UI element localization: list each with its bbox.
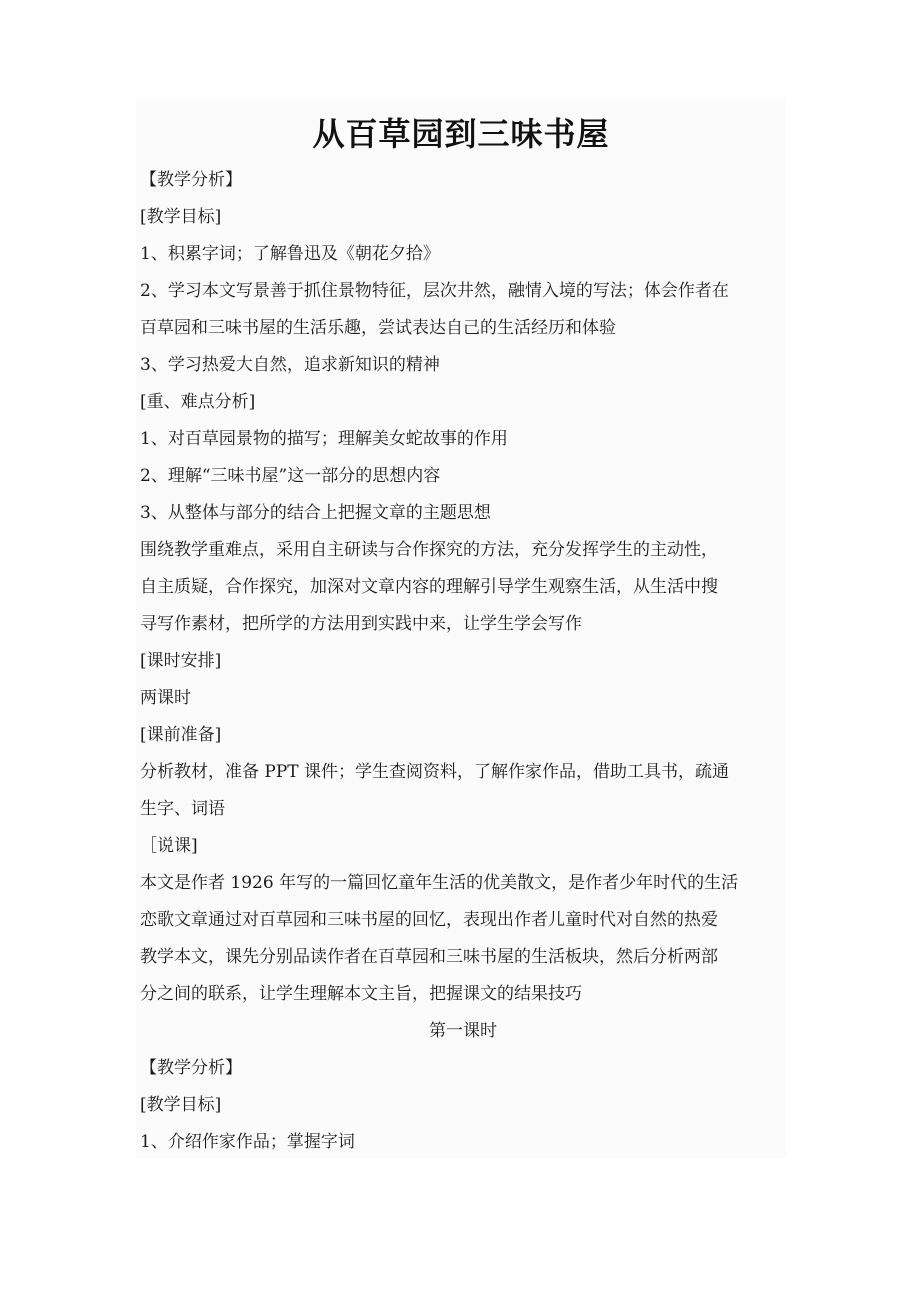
text-line: 两课时 [140,688,191,708]
document-title: 从百草园到三味书屋 [312,115,610,153]
document-text [140,162,786,1161]
text-line: 1、对百草园景物的描写；理解美女蛇故事的作用 [140,429,508,449]
subheading-teaching-goals: [教学目标] [140,1095,222,1115]
text-line: 3、学习热爱大自然，追求新知识的精神 [140,355,440,375]
subheading-key-points: [重、难点分析] [140,392,256,412]
section-heading-teaching-analysis: 【教学分析】 [140,170,242,190]
subheading-preparation: [课前准备] [140,725,222,745]
text-line: 生字、词语 [140,799,225,819]
section-heading-teaching-analysis: 【教学分析】 [140,1058,242,1078]
subheading-class-schedule: [课时安排] [140,651,222,671]
text-line: 百草园和三味书屋的生活乐趣，尝试表达自己的生活经历和体验 [140,318,616,338]
text-line: 分析教材，准备 PPT 课件；学生查阅资料，了解作家作品，借助工具书，疏通 [140,762,730,782]
text-line: 围绕教学重难点，采用自主研读与合作探究的方法，充分发挥学生的主动性， [140,540,718,560]
text-line: 2、学习本文写景善于抓住景物特征，层次井然，融情入境的写法；体会作者在 [140,281,729,301]
text-line: 3、从整体与部分的结合上把握文章的主题思想 [140,503,491,523]
text-line: 恋歌文章通过对百草园和三味书屋的回忆，表现出作者儿童时代对自然的热爱 [140,910,718,930]
subheading-lesson-talk: ［说课] [140,836,198,856]
text-line: 2、理解“三味书屋”这一部分的思想内容 [140,466,441,486]
text-line: 教学本文，课先分别品读作者在百草园和三味书屋的生活板块，然后分析两部 [140,947,718,967]
text-line: 本文是作者 1926 年写的一篇回忆童年生活的优美散文，是作者少年时代的生活 [140,873,739,893]
section-heading-first-lesson: 第一课时 [429,1021,497,1041]
document-body [136,100,786,1158]
text-line: 分之间的联系，让学生理解本文主旨，把握课文的结果技巧 [140,984,582,1004]
text-line: 寻写作素材，把所学的方法用到实践中来，让学生学会写作 [140,614,582,634]
text-line: 1、介绍作家作品；掌握字词 [140,1132,355,1152]
subheading-teaching-goals: [教学目标] [140,207,222,227]
text-line: 1、积累字词；了解鲁迅及《朝花夕拾》 [140,244,440,264]
text-line: 自主质疑，合作探究，加深对文章内容的理解引导学生观察生活，从生活中搜 [140,577,718,597]
